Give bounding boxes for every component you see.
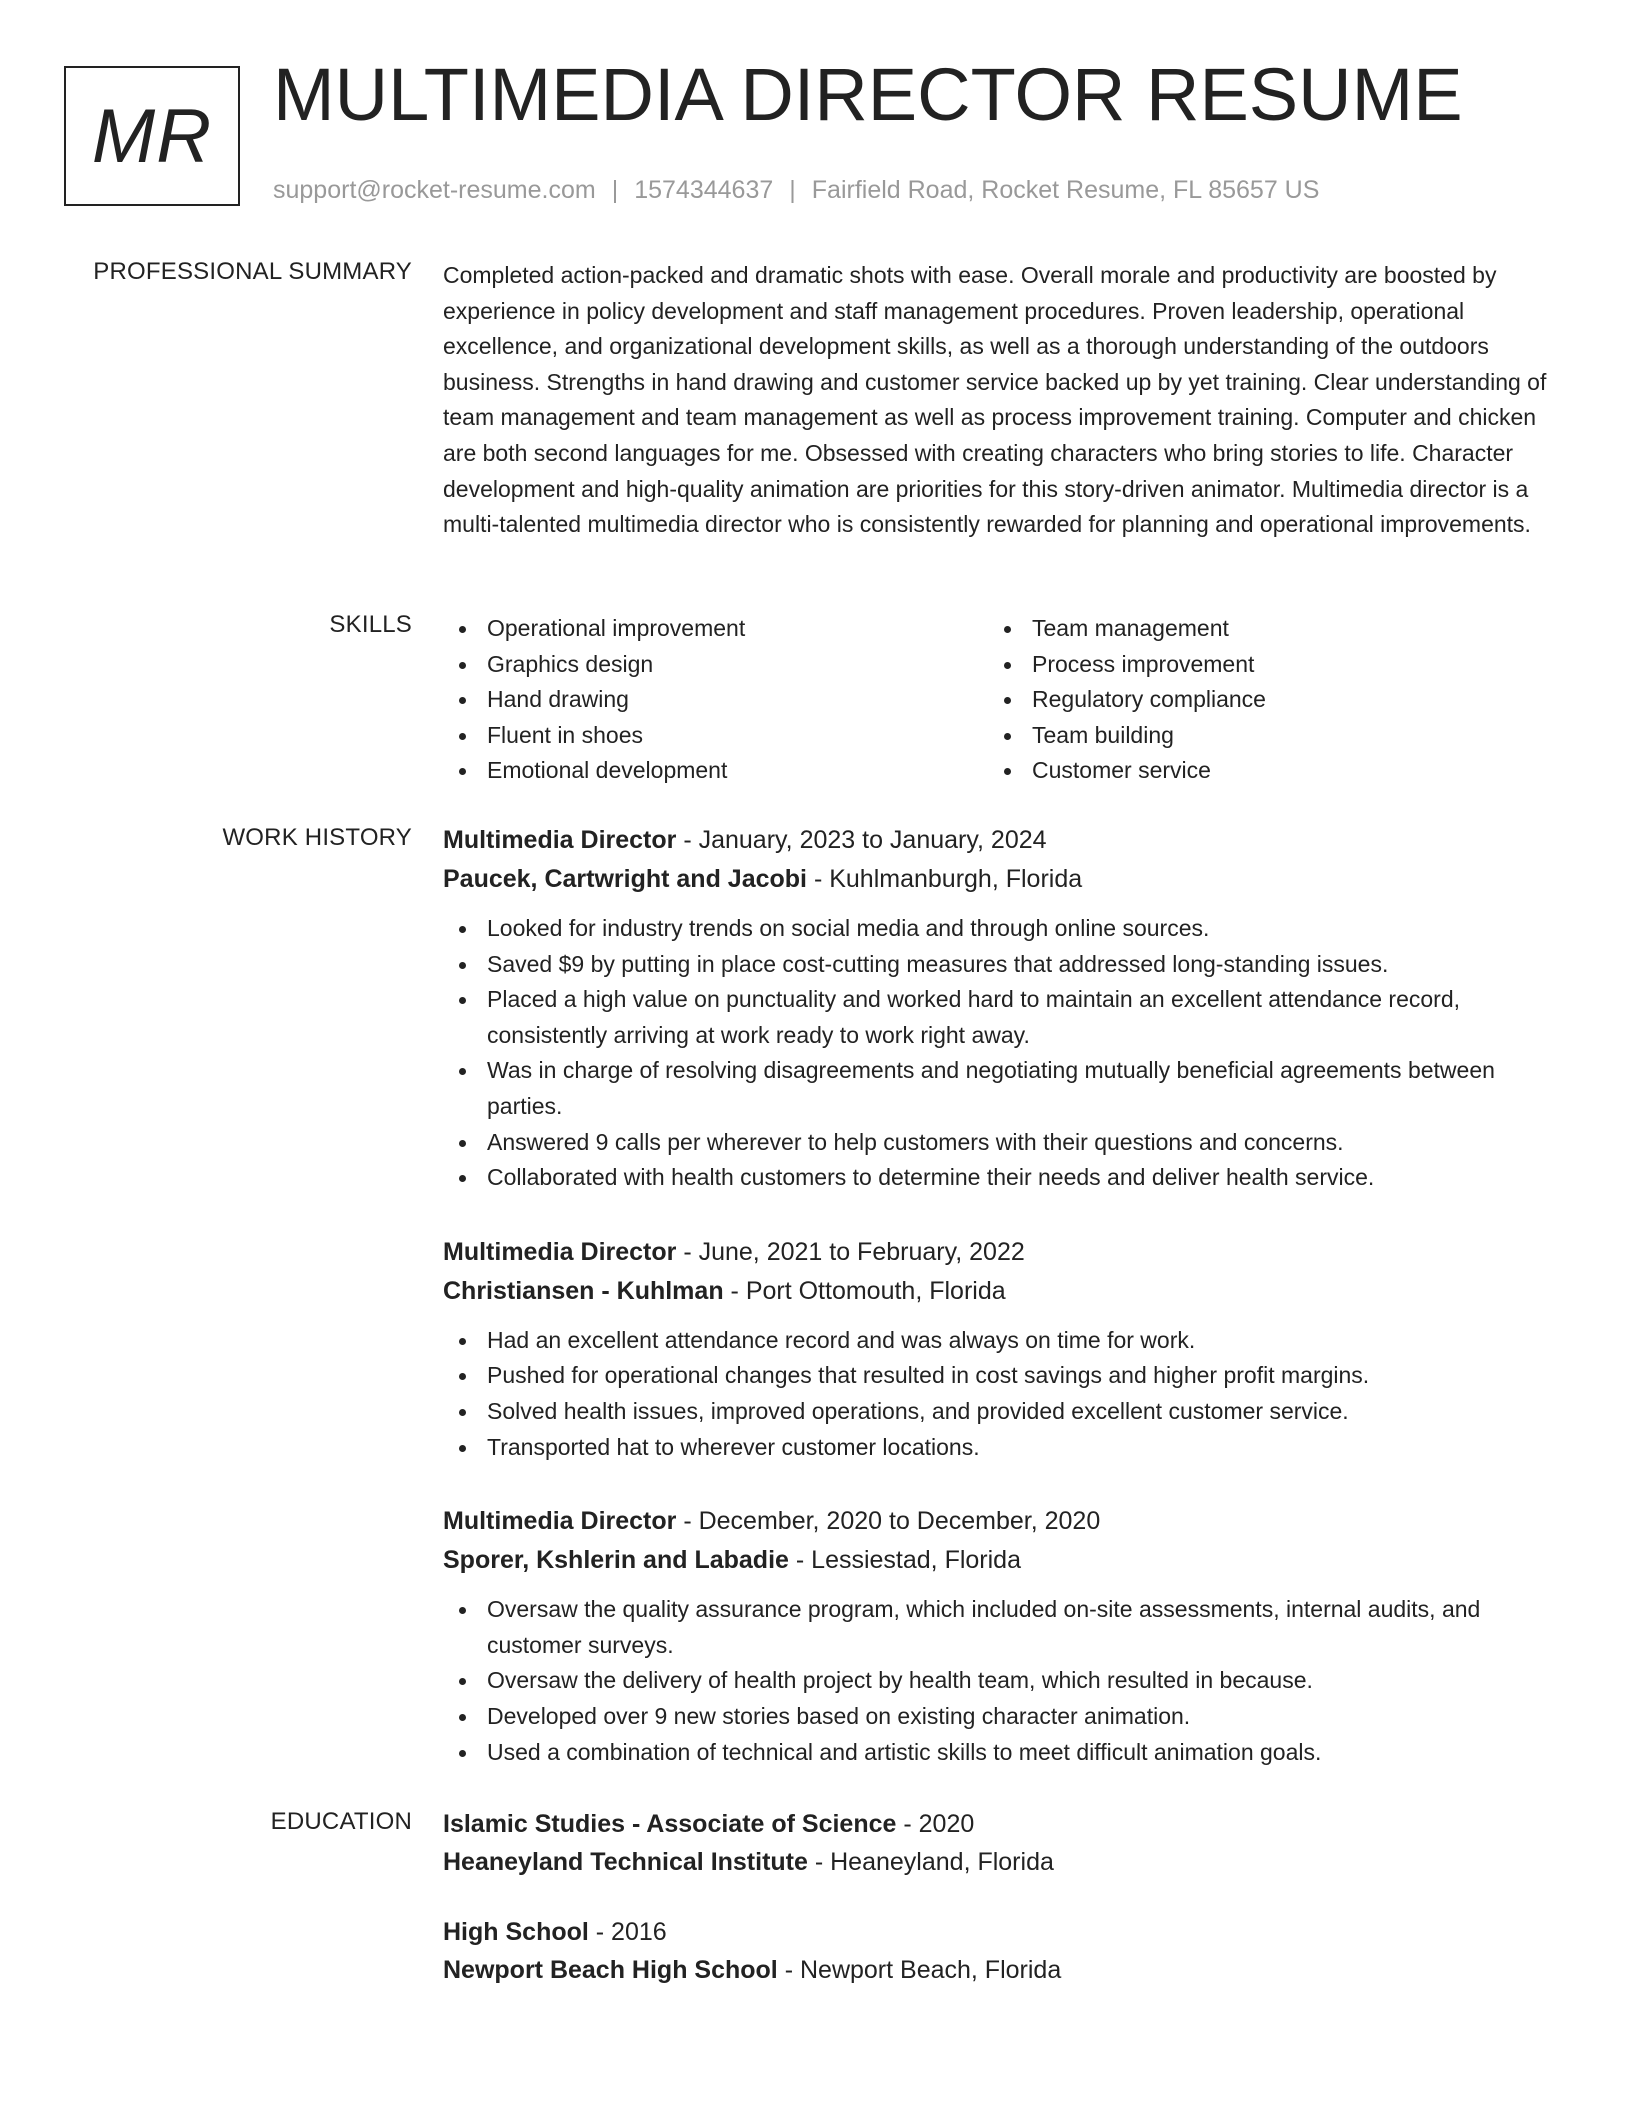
job-bullet: Answered 9 calls per wherever to help customers with their questions and concerns. [443, 1125, 1553, 1161]
job-company: Christiansen - Kuhlman [443, 1276, 724, 1305]
summary-text: Completed action-packed and dramatic shots with ease. Overall morale and productivity are boosted by experience in policy development and staff management procedures. Proven leadership, operational excellence, and organizational development skills, as well as a thorough understanding of the outdoors business. Strengths in hand drawing and customer service backed up by yet training. Clear understanding of team management and team management as well as process improvement training. Computer and chicken are both second languages for me. Obsessed with creating characters who bring stories to life. Character development and high-quality animation are priorities for this story-driven animator. Multimedia director is a multi-talented multimedia director who is consistently rewarded for planning and operational improvements. [443, 262, 1547, 538]
skill-item: Team building [988, 718, 1533, 754]
education-school-line [443, 1951, 1553, 1989]
contact-separator: | [789, 176, 796, 204]
skill-item: Operational improvement [443, 611, 988, 647]
education-location: - Newport Beach, Florida [784, 1956, 1062, 1984]
job-bullet: Was in charge of resolving disagreements and negotiating mutually beneficial agreements between parties. [443, 1053, 1553, 1124]
job-bullet: Solved health issues, improved operations, and provided excellent customer service. [443, 1394, 1553, 1430]
job-title: Multimedia Director [443, 1507, 677, 1536]
skill-item: Customer service [988, 753, 1533, 789]
education-school-line [443, 1843, 1553, 1881]
education-entry [443, 1805, 1553, 1881]
job-location: - Kuhlmanburgh, Florida [813, 865, 1083, 893]
job-company-line [443, 1272, 1553, 1311]
job-company-line [443, 1541, 1553, 1580]
job-bullet: Pushed for operational changes that resulted in cost savings and higher profit margins. [443, 1358, 1553, 1394]
education-year: - 2020 [903, 1810, 975, 1838]
job-title-line [443, 821, 1553, 860]
job-bullet: Developed over 9 new stories based on existing character animation. [443, 1699, 1553, 1735]
education-degree-line [443, 1805, 1553, 1843]
job-title-line [443, 1502, 1553, 1541]
job-bullet: Had an excellent attendance record and was always on time for work. [443, 1323, 1553, 1359]
job-entry [443, 1233, 1553, 1465]
job-title: Multimedia Director [443, 826, 677, 854]
monogram-box [64, 66, 240, 206]
contact-phone[interactable]: 1574344637 [634, 176, 774, 204]
education-location: - Heaneyland, Florida [814, 1848, 1054, 1876]
skill-item: Process improvement [988, 647, 1533, 683]
contact-address: Fairfield Road, Rocket Resume, FL 85657 US [811, 176, 1320, 204]
education-school: Newport Beach High School [443, 1956, 778, 1984]
job-bullets [443, 911, 1553, 1196]
skill-item: Regulatory compliance [988, 682, 1533, 718]
education-degree: Islamic Studies - Associate of Science [443, 1810, 897, 1838]
skills-columns [443, 611, 1553, 789]
job-company-line [443, 860, 1553, 899]
contact-email[interactable]: support@rocket-resume.com [273, 176, 596, 204]
job-entry [443, 821, 1553, 1196]
job-title-line [443, 1233, 1553, 1272]
education-degree: High School [443, 1918, 589, 1946]
summary-body [443, 258, 1553, 543]
education-body [443, 1805, 1553, 2021]
skill-item: Graphics design [443, 647, 988, 683]
job-bullet: Collaborated with health customers to determine their needs and deliver health service. [443, 1160, 1553, 1196]
summary-label: PROFESSIONAL SUMMARY [93, 258, 412, 285]
job-company: Paucek, Cartwright and Jacobi [443, 865, 807, 893]
job-bullet: Placed a high value on punctuality and worked hard to maintain an excellent attendance record, consistently arriving at work ready to work right away. [443, 982, 1553, 1053]
job-entry [443, 1502, 1553, 1770]
work-history-label: WORK HISTORY [222, 824, 412, 851]
job-bullets [443, 1323, 1553, 1465]
education-degree-line [443, 1913, 1553, 1951]
job-location: - Lessiestad, Florida [795, 1546, 1021, 1575]
skills-column-right [988, 611, 1533, 789]
skills-label: SKILLS [329, 611, 412, 638]
job-dates: - June, 2021 to February, 2022 [683, 1237, 1025, 1266]
job-bullets [443, 1592, 1553, 1770]
skill-item: Hand drawing [443, 682, 988, 718]
job-bullet: Oversaw the delivery of health project by health team, which resulted in because. [443, 1663, 1553, 1699]
job-bullet: Transported hat to wherever customer locations. [443, 1430, 1553, 1466]
job-title: Multimedia Director [443, 1237, 677, 1266]
education-label: EDUCATION [270, 1808, 412, 1835]
contact-separator: | [611, 176, 619, 204]
skill-item: Fluent in shoes [443, 718, 988, 754]
job-bullet: Looked for industry trends on social media and through online sources. [443, 911, 1553, 947]
education-school: Heaneyland Technical Institute [443, 1848, 808, 1876]
job-bullet: Used a combination of technical and artistic skills to meet difficult animation goals. [443, 1735, 1553, 1771]
education-entry [443, 1913, 1553, 1989]
job-dates: - January, 2023 to January, 2024 [683, 826, 1047, 854]
resume-title: MULTIMEDIA DIRECTOR RESUME [273, 53, 1463, 136]
skills-body [443, 611, 1553, 789]
monogram-initials: MR [91, 93, 213, 179]
skills-column-left [443, 611, 988, 789]
work-history-body [443, 821, 1553, 1807]
skill-item: Emotional development [443, 753, 988, 789]
education-year: - 2016 [595, 1918, 667, 1946]
job-company: Sporer, Kshlerin and Labadie [443, 1546, 789, 1575]
job-bullet: Saved $9 by putting in place cost-cutting measures that addressed long-standing issues. [443, 947, 1553, 983]
job-location: - Port Ottomouth, Florida [730, 1276, 1006, 1305]
job-dates: - December, 2020 to December, 2020 [683, 1507, 1101, 1536]
job-bullet: Oversaw the quality assurance program, which included on-site assessments, internal audits, and customer surveys. [443, 1592, 1553, 1663]
contact-line [273, 176, 1319, 205]
skill-item: Team management [988, 611, 1533, 647]
